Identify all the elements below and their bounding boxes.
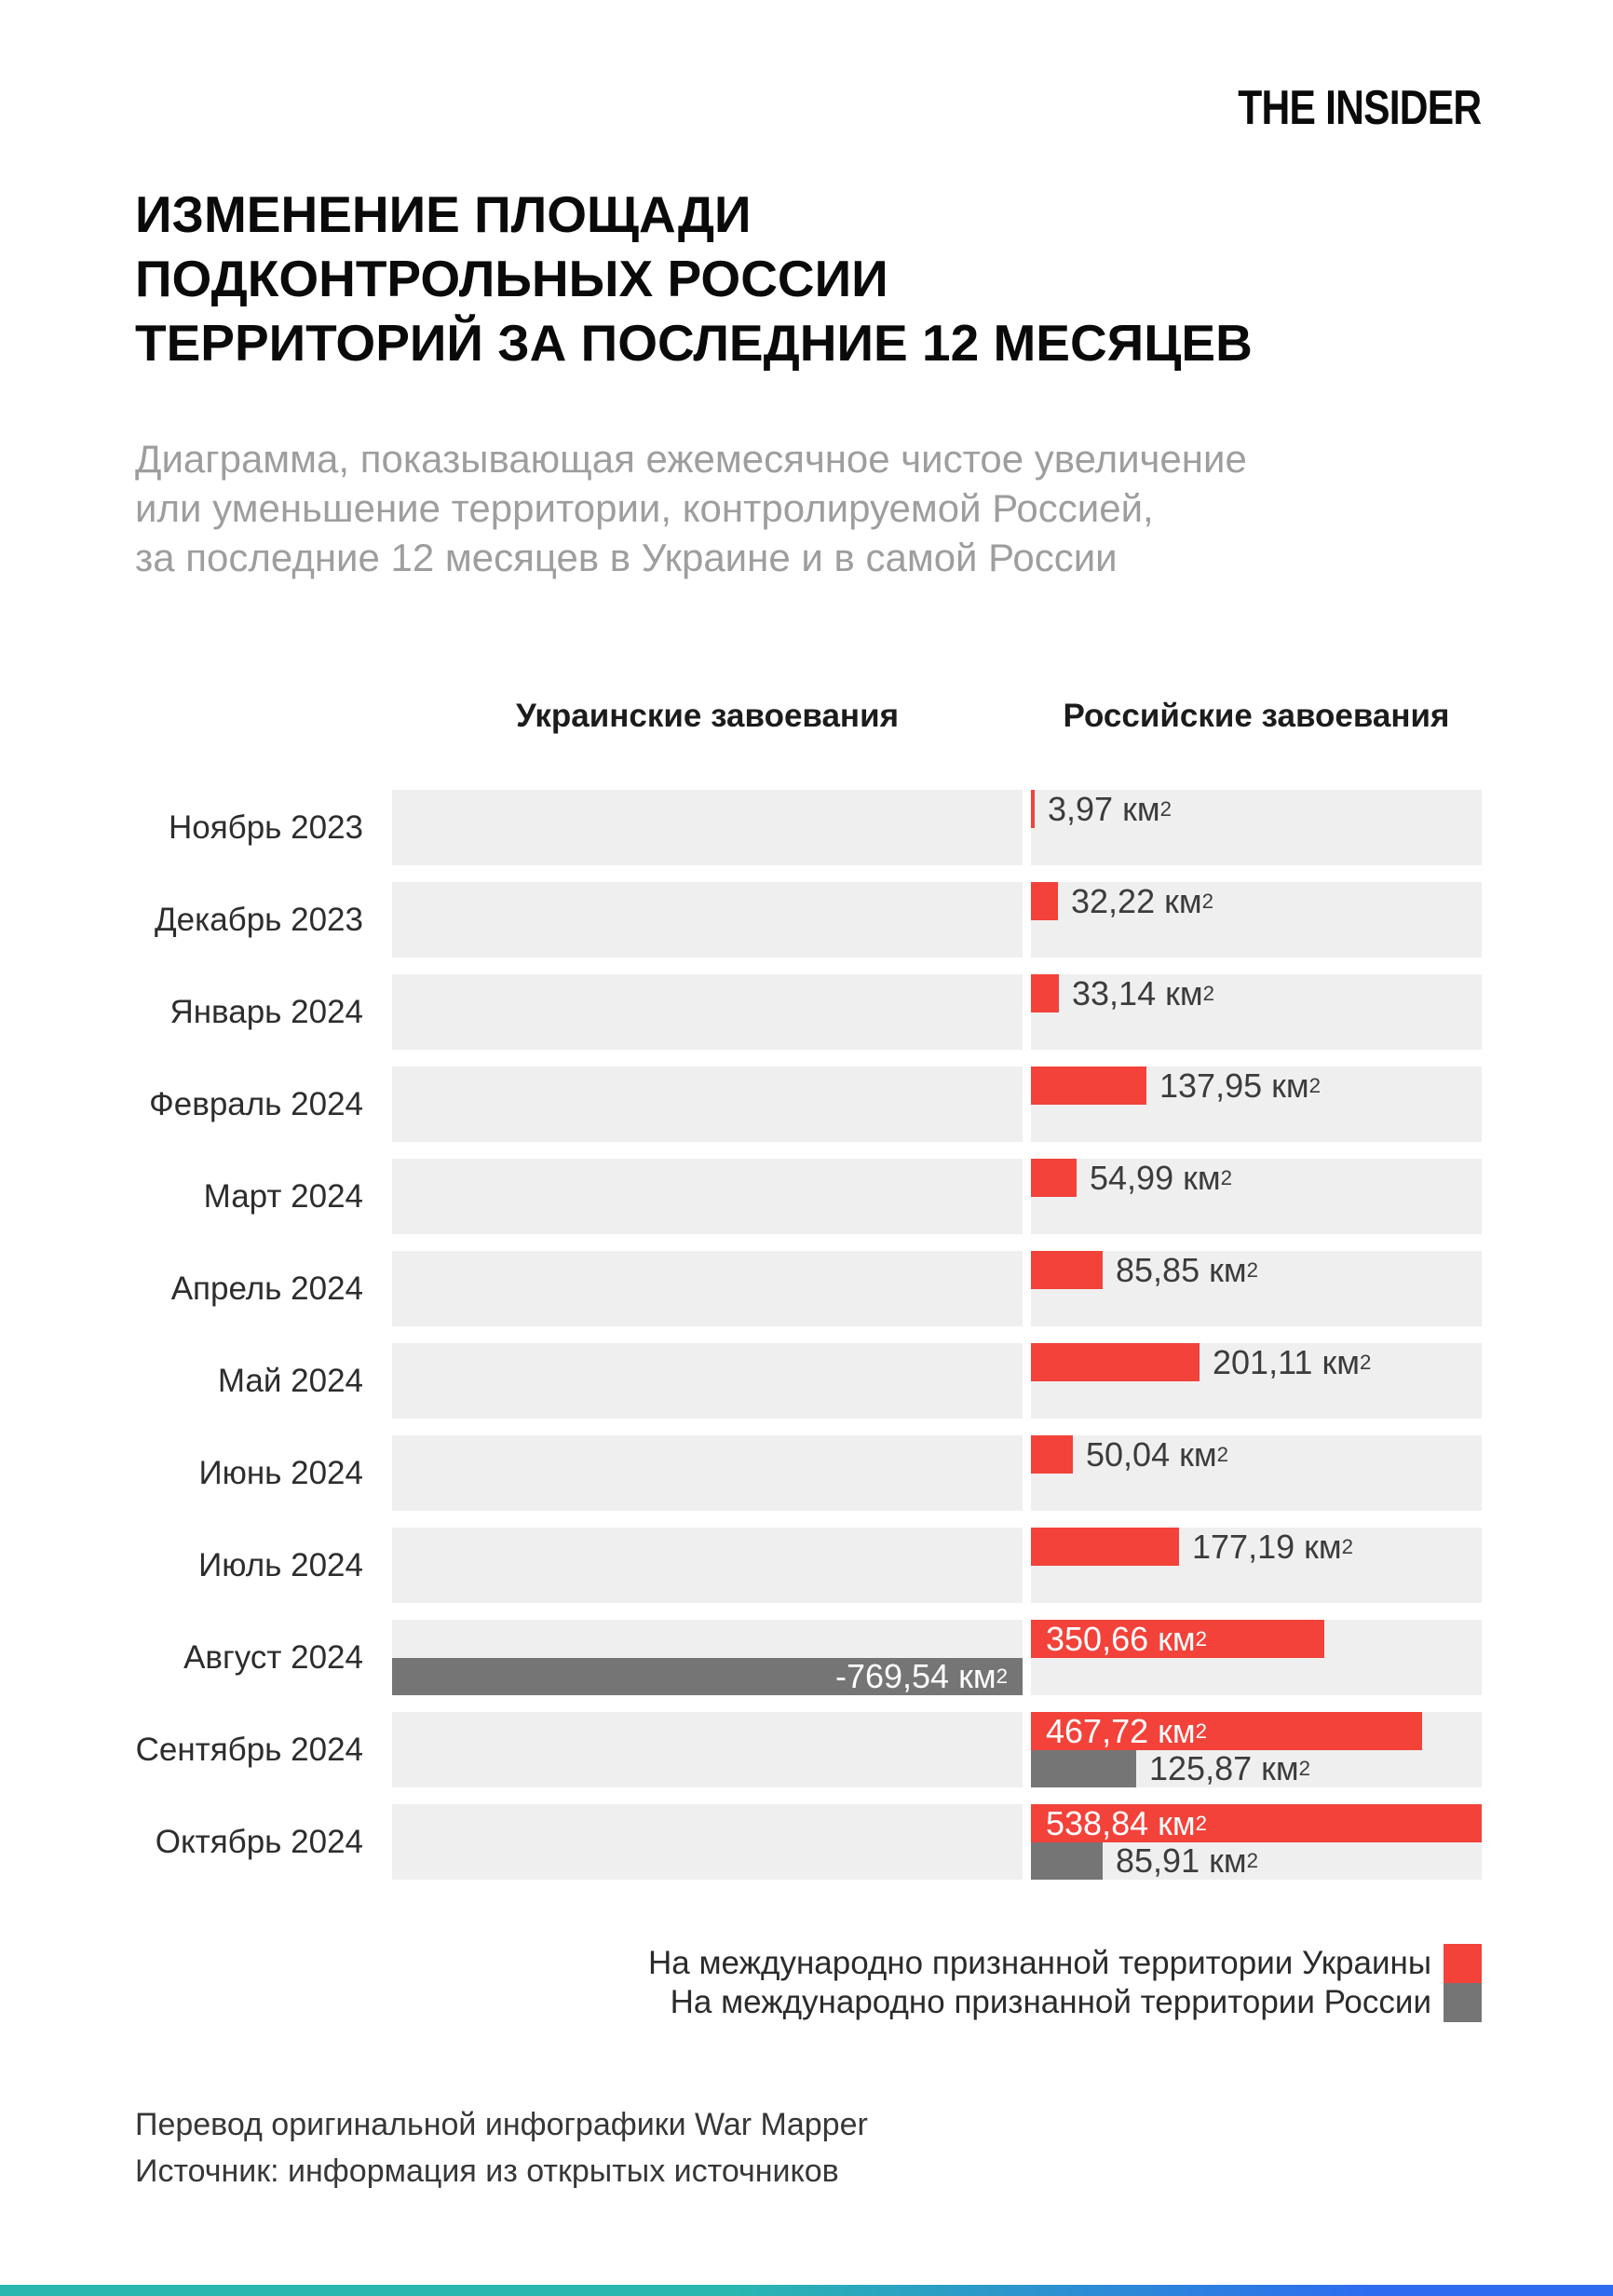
- chart-row-10: [392, 1620, 1482, 1695]
- legend-item-ukraine-territory: [648, 1944, 1482, 1983]
- value-number: 137,95: [1159, 1066, 1263, 1105]
- value-unit: км: [1312, 1342, 1360, 1381]
- value-unit: км: [1148, 1803, 1196, 1842]
- column-header-ukrainian-gains: Украинские завоевания: [515, 698, 900, 734]
- value-number: 33,14: [1072, 973, 1157, 1012]
- month-label: Декабрь 2023: [154, 901, 363, 938]
- band-background-left: [392, 882, 1023, 958]
- legend-label: На международно признанной территории Украины: [648, 1945, 1431, 1981]
- bar-value-label: 177,19 км 2: [1192, 1527, 1354, 1566]
- footer-source-line: Источник: информация из открытых источников: [135, 2153, 839, 2189]
- bar-value-label: 33,14 км 2: [1072, 973, 1215, 1012]
- legend-swatch-gray: [1444, 1983, 1482, 2022]
- footer-credits: [135, 2101, 868, 2194]
- page-title-line-1: ИЗМЕНЕНИЕ ПЛОЩАДИ: [135, 185, 752, 243]
- band-background-left: [392, 1251, 1023, 1326]
- value-unit: км: [1170, 1434, 1217, 1474]
- bar-value-label: 137,95 км 2: [1159, 1066, 1322, 1105]
- band-background-left: [392, 974, 1023, 1050]
- month-label: Февраль 2024: [149, 1085, 363, 1122]
- value-unit: км: [1173, 1158, 1221, 1197]
- chart-row-3: [392, 974, 1482, 1050]
- month-label: Июнь 2024: [198, 1454, 363, 1491]
- bar-ukraine-territory: [1031, 882, 1058, 920]
- bar-ukraine-territory: [1031, 1528, 1179, 1566]
- page-subtitle-line-2: или уменьшение территории, контролируемой Россией,: [135, 486, 1154, 530]
- page-subtitle: [135, 434, 1247, 582]
- month-label: Август 2024: [183, 1638, 363, 1676]
- band-background-left: [392, 1066, 1023, 1142]
- bar-value-label: 350,66 км 2: [1046, 1619, 1208, 1658]
- column-header-russian-gains: Российские завоевания: [1063, 698, 1450, 734]
- page-title-line-2: ПОДКОНТРОЛЬНЫХ РОССИИ: [135, 250, 888, 307]
- page-title-line-3: ТЕРРИТОРИЙ ЗА ПОСЛЕДНИЕ 12 МЕСЯЦЕВ: [135, 314, 1253, 372]
- legend-label: На международно признанной территории России: [670, 1984, 1431, 2020]
- value-unit: км: [1200, 1250, 1247, 1289]
- bar-ukraine-territory: [1031, 1251, 1103, 1289]
- value-unit: км: [1148, 1619, 1196, 1658]
- bar-ukraine-territory: [1031, 790, 1035, 828]
- chart-row-6: [392, 1251, 1482, 1326]
- band-background-left: [392, 1343, 1023, 1419]
- bar-russia-territory: [1031, 1842, 1103, 1880]
- value-number: 50,04: [1086, 1434, 1171, 1474]
- band-background-left: [392, 1435, 1023, 1511]
- value-number: 538,84: [1046, 1803, 1149, 1842]
- bar-value-label: 201,11 км 2: [1213, 1342, 1372, 1381]
- legend: [648, 1944, 1482, 2022]
- value-number: 3,97: [1048, 789, 1114, 828]
- page-subtitle-line-1: Диаграмма, показывающая ежемесячное чистое увеличение: [135, 437, 1247, 481]
- band-background-left: [392, 1712, 1023, 1787]
- chart-row-11: [392, 1712, 1482, 1787]
- value-unit: км: [1148, 1711, 1196, 1750]
- chart-row-4: [392, 1066, 1482, 1142]
- bar-value-label: 85,91 км 2: [1116, 1841, 1259, 1880]
- bar-value-label: 3,97 км 2: [1048, 789, 1172, 828]
- bar-value-label: 467,72 км 2: [1046, 1711, 1208, 1750]
- footer-credit-line: Перевод оригинальной инфографики War Mapper: [135, 2107, 868, 2142]
- chart-row-5: [392, 1159, 1482, 1234]
- band-background-left: [392, 790, 1023, 865]
- chart-row-7: [392, 1343, 1482, 1419]
- bar-value-label: -769,54 км 2: [834, 1657, 1008, 1695]
- value-number: 201,11: [1213, 1342, 1313, 1381]
- value-unit: км: [1200, 1841, 1247, 1880]
- bar-value-label: 50,04 км 2: [1086, 1434, 1229, 1474]
- month-label: Апрель 2024: [170, 1270, 363, 1307]
- page-title: [135, 183, 1253, 375]
- bar-value-label: 125,87 км 2: [1149, 1749, 1311, 1787]
- page-subtitle-line-3: за последние 12 месяцев в Украине и в самой России: [135, 536, 1118, 579]
- bar-value-label: 54,99 км 2: [1090, 1158, 1233, 1197]
- month-label: Ноябрь 2023: [168, 808, 363, 846]
- value-number: 85,85: [1116, 1250, 1200, 1289]
- value-unit: км: [1262, 1066, 1309, 1105]
- value-number: 125,87: [1149, 1749, 1253, 1787]
- band-background-left: [392, 1804, 1023, 1880]
- chart-row-1: [392, 790, 1482, 865]
- bar-russia-territory: [1031, 1750, 1136, 1787]
- bar-ukraine-territory: [1031, 1066, 1146, 1105]
- diverging-bar-chart: [0, 790, 1613, 1880]
- bar-ukraine-territory: [1031, 1435, 1073, 1474]
- chart-row-8: [392, 1435, 1482, 1511]
- bar-ukraine-territory: [1031, 974, 1059, 1012]
- value-number: 32,22: [1071, 881, 1156, 920]
- chart-row-12: [392, 1804, 1482, 1880]
- value-unit: км: [1113, 789, 1160, 828]
- value-number: 85,91: [1116, 1841, 1200, 1880]
- value-number: -769,54: [834, 1657, 950, 1695]
- value-unit: км: [1156, 973, 1203, 1012]
- month-label: Сентябрь 2024: [135, 1731, 363, 1768]
- band-background-left: [392, 1159, 1023, 1234]
- band-background-left: [392, 1528, 1023, 1603]
- bar-ukraine-territory: [1031, 1343, 1200, 1381]
- month-label: Март 2024: [203, 1177, 363, 1215]
- value-number: 467,72: [1046, 1711, 1149, 1750]
- chart-row-2: [392, 882, 1482, 958]
- legend-swatch-red: [1444, 1944, 1482, 1983]
- brand-gradient-bar: [0, 2285, 1613, 2296]
- value-unit: км: [1294, 1527, 1342, 1566]
- bar-ukraine-territory: [1031, 1159, 1077, 1197]
- value-number: 350,66: [1046, 1619, 1149, 1658]
- the-insider-logo: THE INSIDER: [1237, 81, 1481, 135]
- value-number: 54,99: [1090, 1158, 1174, 1197]
- bar-value-label: 85,85 км 2: [1116, 1250, 1259, 1289]
- month-label: Октябрь 2024: [155, 1823, 363, 1860]
- value-number: 177,19: [1192, 1527, 1295, 1566]
- bar-value-label: 32,22 км 2: [1071, 881, 1214, 920]
- bar-value-label: 538,84 км 2: [1046, 1803, 1208, 1842]
- legend-item-russia-territory: [648, 1983, 1482, 2022]
- chart-row-9: [392, 1528, 1482, 1603]
- value-unit: км: [1155, 881, 1202, 920]
- month-label: Май 2024: [217, 1362, 363, 1399]
- month-label: Январь 2024: [169, 993, 363, 1030]
- value-unit: км: [1252, 1749, 1299, 1787]
- month-label: Июль 2024: [198, 1546, 363, 1583]
- value-unit: км: [949, 1657, 996, 1695]
